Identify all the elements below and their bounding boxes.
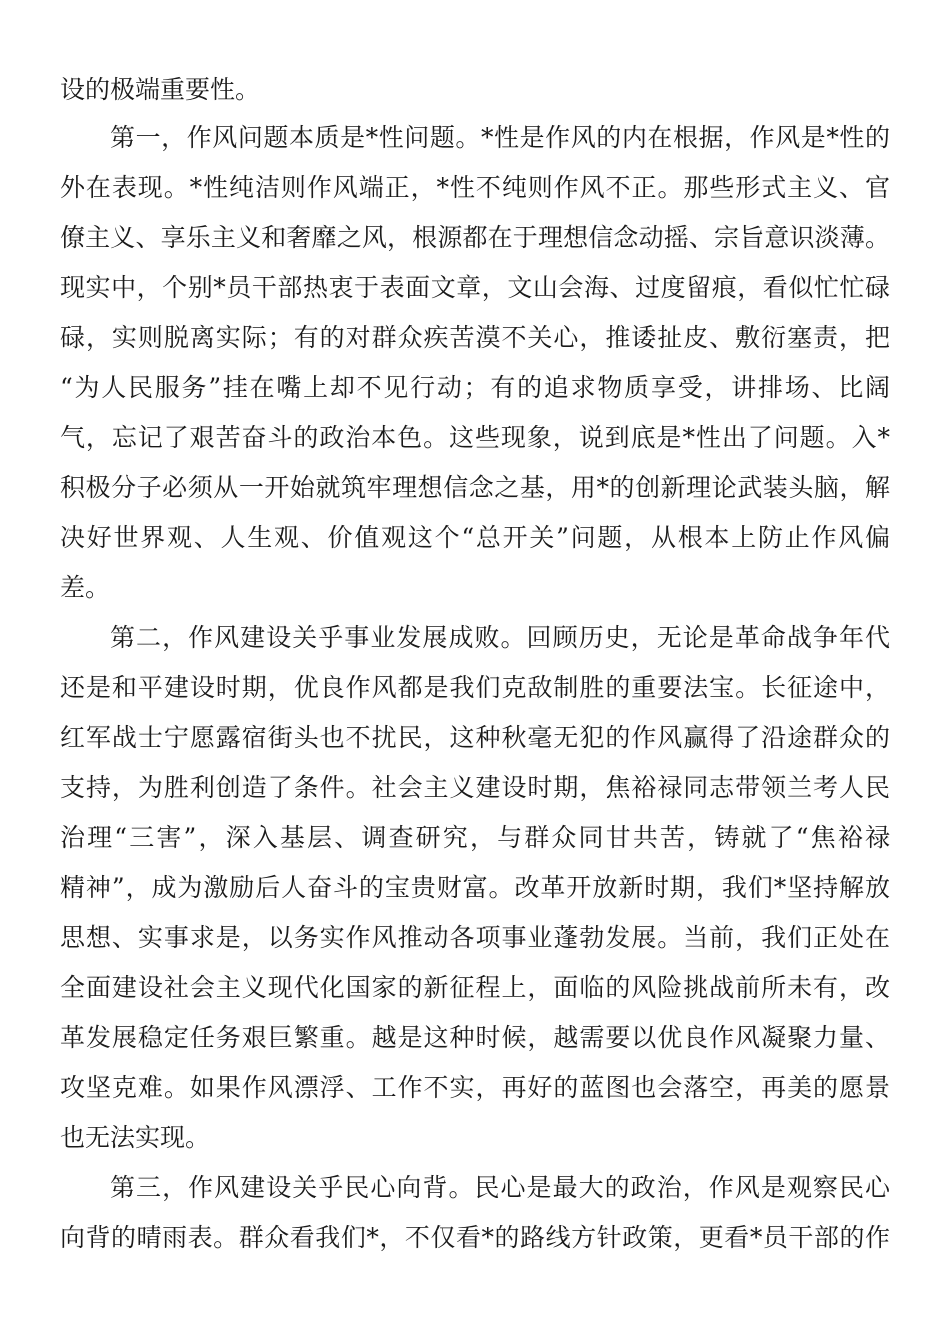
text-line: 向背的晴雨表。群众看我们*，不仅看*的路线方针政策，更看*员干部的作: [60, 1223, 890, 1252]
text-line: 气，忘记了艰苦奋斗的政治本色。这些现象，说到底是*性出了问题。入*: [60, 423, 890, 452]
text-line: 积极分子必须从一开始就筑牢理想信念之基，用*的创新理论武装头脑，解: [60, 473, 890, 502]
text-line: 支持，为胜利创造了条件。社会主义建设时期，焦裕禄同志带领兰考人民: [60, 773, 890, 802]
text-line: 也无法实现。: [60, 1123, 211, 1152]
text-line: 设的极端重要性。: [60, 75, 261, 104]
text-line: 僚主义、享乐主义和奢靡之风，根源都在于理想信念动摇、宗旨意识淡薄。: [60, 223, 890, 252]
text-line: 差。: [60, 573, 111, 602]
text-line: 红军战士宁愿露宿街头也不扰民，这种秋毫无犯的作风赢得了沿途群众的: [60, 723, 890, 752]
paragraph-2-first-line: 第二，作风建设关乎事业发展成败。回顾历史，无论是革命战争年代: [110, 623, 890, 652]
text-line: 精神”，成为激励后人奋斗的宝贵财富。改革开放新时期，我们*坚持解放: [60, 873, 890, 902]
paragraph-3-first-line: 第三，作风建设关乎民心向背。民心是最大的政治，作风是观察民心: [110, 1173, 890, 1202]
text-line: 现实中，个别*员干部热衷于表面文章，文山会海、过度留痕，看似忙忙碌: [60, 273, 890, 302]
text-line: 外在表现。*性纯洁则作风端正，*性不纯则作风不正。那些形式主义、官: [60, 173, 890, 202]
text-line: 决好世界观、人生观、价值观这个“总开关”问题，从根本上防止作风偏: [60, 523, 890, 552]
text-line: 还是和平建设时期，优良作风都是我们克敌制胜的重要法宝。长征途中，: [60, 673, 890, 702]
text-line: 全面建设社会主义现代化国家的新征程上，面临的风险挑战前所未有，改: [60, 973, 890, 1002]
text-line: 思想、实事求是，以务实作风推动各项事业蓬勃发展。当前，我们正处在: [60, 923, 890, 952]
paragraph-1-first-line: 第一，作风问题本质是*性问题。*性是作风的内在根据，作风是*性的: [110, 123, 890, 152]
text-line: “为人民服务”挂在嘴上却不见行动；有的追求物质享受，讲排场、比阔: [60, 373, 890, 402]
text-line: 革发展稳定任务艰巨繁重。越是这种时候，越需要以优良作风凝聚力量、: [60, 1023, 890, 1052]
text-line: 治理“三害”，深入基层、调查研究，与群众同甘共苦，铸就了“焦裕禄: [60, 823, 890, 852]
text-line: 碌，实则脱离实际；有的对群众疾苦漠不关心，推诿扯皮、敷衍塞责，把: [60, 323, 890, 352]
text-line: 攻坚克难。如果作风漂浮、工作不实，再好的蓝图也会落空，再美的愿景: [60, 1073, 890, 1102]
